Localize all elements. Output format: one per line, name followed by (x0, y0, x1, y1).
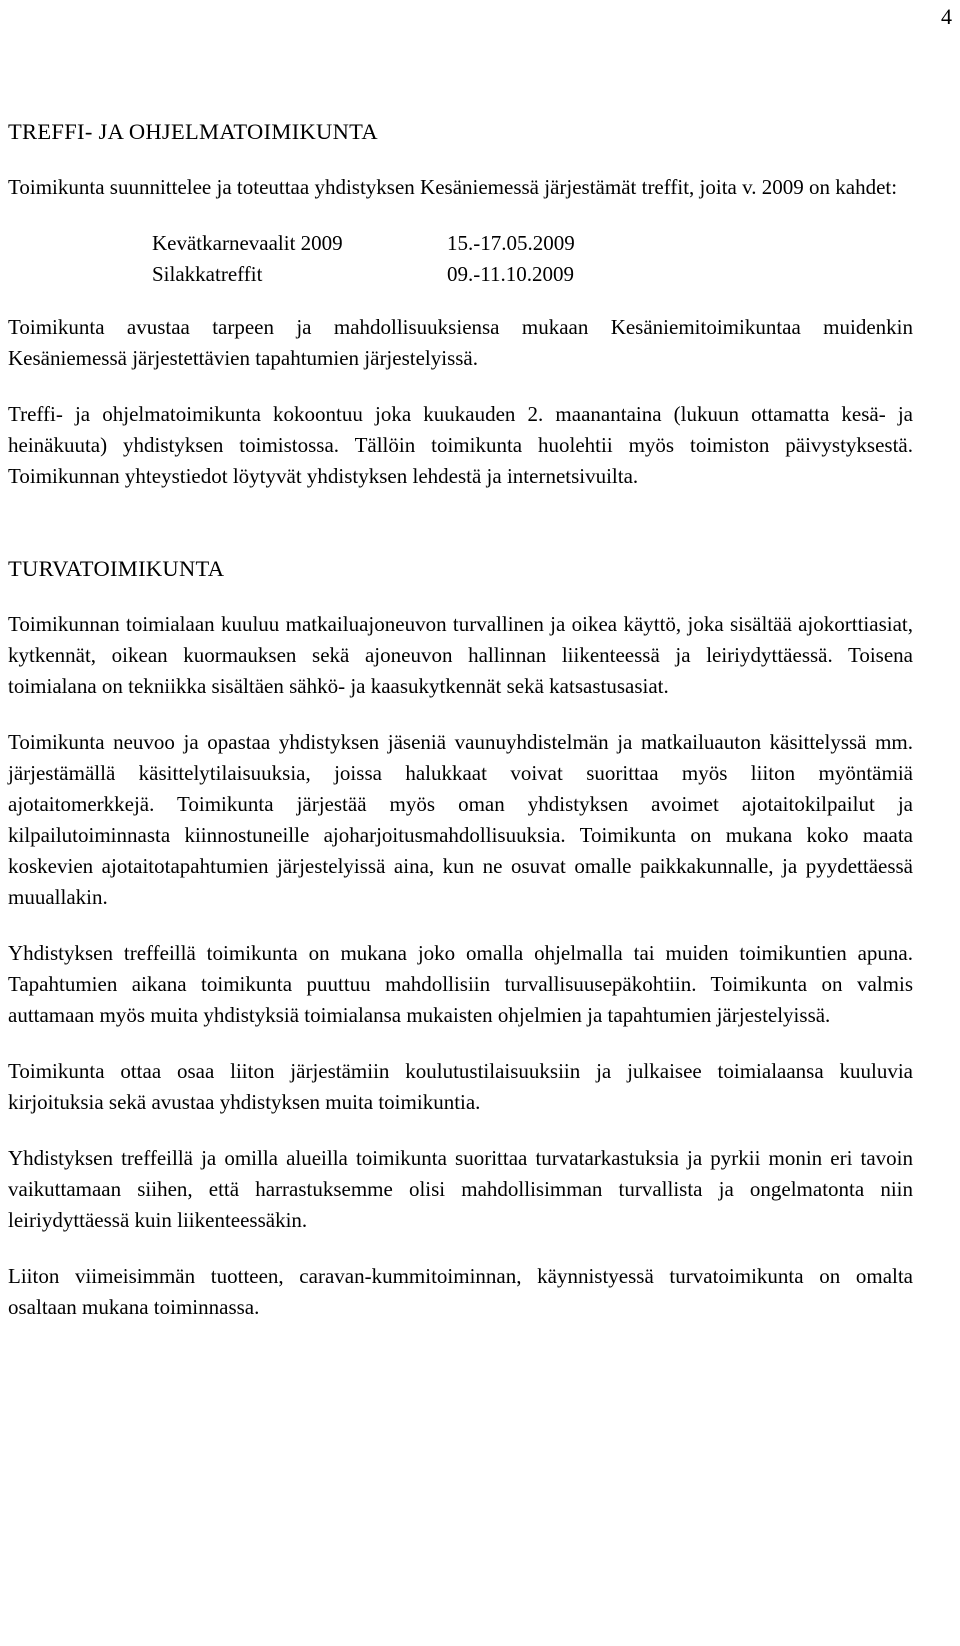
event-row (152, 228, 913, 259)
section-heading-turva: TURVATOIMIKUNTA (8, 556, 225, 581)
section-intro-treffi: Toimikunta suunnittelee ja toteuttaa yhdistyksen Kesäniemessä järjestämät treffit, joita v. 2009 on kahdet: (8, 175, 898, 199)
events-list (152, 228, 913, 290)
document-body (8, 116, 913, 1348)
paragraph: Yhdistyksen treffeillä toimikunta on mukana joko omalla ohjelmalla tai muiden toimikuntien apuna. Tapahtumien aikana toimikunta puuttuu mahdollisiin turvallisuusepäkohtiin. Toimikunta on valmis auttamaan myös muita yhdistyksiä toimialansa mukaisten ohjelmien ja tapahtumien järjestelyissä. (8, 941, 913, 1027)
paragraph: Toimikunta avustaa tarpeen ja mahdollisuuksiensa mukaan Kesäniemitoimikuntaa muidenkin Kesäniemessä järjestettävien tapahtumien järjestelyissä. (8, 315, 913, 370)
section-heading-treffi: TREFFI- JA OHJELMATOIMIKUNTA (8, 119, 378, 144)
paragraph: Toimikunta ottaa osaa liiton järjestämiin koulutustilaisuuksiin ja julkaisee toimialaansa kuuluvia kirjoituksia sekä avustaa yhdistyksen muita toimikuntia. (8, 1059, 913, 1114)
event-row (152, 259, 913, 290)
paragraph: Toimikunta neuvoo ja opastaa yhdistyksen jäseniä vaunuyhdistelmän ja matkailuauton käsittelyssä mm. järjestämällä käsittelytilaisuuksia, joissa halukkaat voivat suorittaa myös liiton myöntämiä ajotaitomerkkejä. Toimikunta järjestää myös oman yhdistyksen avoimet ajotaitokilpailut ja kilpailutoiminnasta kiinnostuneille ajoharjoitusmahdollisuuksia. Toimikunta on mukana koko maata koskevien ajotaitotapahtumien järjestelyissä aina, kun ne osuvat omalle paikkakunnalle, ja pyydettäessä muuallakin. (8, 730, 913, 909)
event-name: Kevätkarnevaalit 2009 (152, 231, 343, 255)
section-spacer (8, 517, 913, 553)
event-name: Silakkatreffit (152, 262, 263, 286)
paragraph: Toimikunnan toimialaan kuuluu matkailuajoneuvon turvallinen ja oikea käyttö, joka sisältää ajokorttiasiat, kytkennät, oikean kuormauksen sekä ajoneuvon hallinnan liikenteessä ja leiriydyttäessä. Toisena toimialana on tekniikka sisältäen sähkö- ja kaasukytkennät sekä katsastusasiat. (8, 612, 913, 698)
page-number: 4 (941, 4, 952, 29)
paragraph: Yhdistyksen treffeillä ja omilla alueilla toimikunta suorittaa turvatarkastuksia ja pyrkii monin eri tavoin vaikuttamaan siihen, että harrastuksemme olisi mahdollisimman turvallista ja ongelmatonta niin leiriydyttäessä kuin liikenteessäkin. (8, 1146, 913, 1232)
paragraph: Liiton viimeisimmän tuotteen, caravan-kummitoiminnan, käynnistyessä turvatoimikunta on omalta osaltaan mukana toiminnassa. (8, 1264, 913, 1319)
paragraph: Treffi- ja ohjelmatoimikunta kokoontuu joka kuukauden 2. maanantaina (lukuun ottamatta kesä- ja heinäkuuta) yhdistyksen toimistossa. Tällöin toimikunta huolehtii myös toimiston päivystyksestä. Toimikunnan yhteystiedot löytyvät yhdistyksen lehdestä ja internetsivuilta. (8, 402, 913, 488)
event-date: 09.-11.10.2009 (447, 262, 574, 286)
event-date: 15.-17.05.2009 (447, 231, 575, 255)
